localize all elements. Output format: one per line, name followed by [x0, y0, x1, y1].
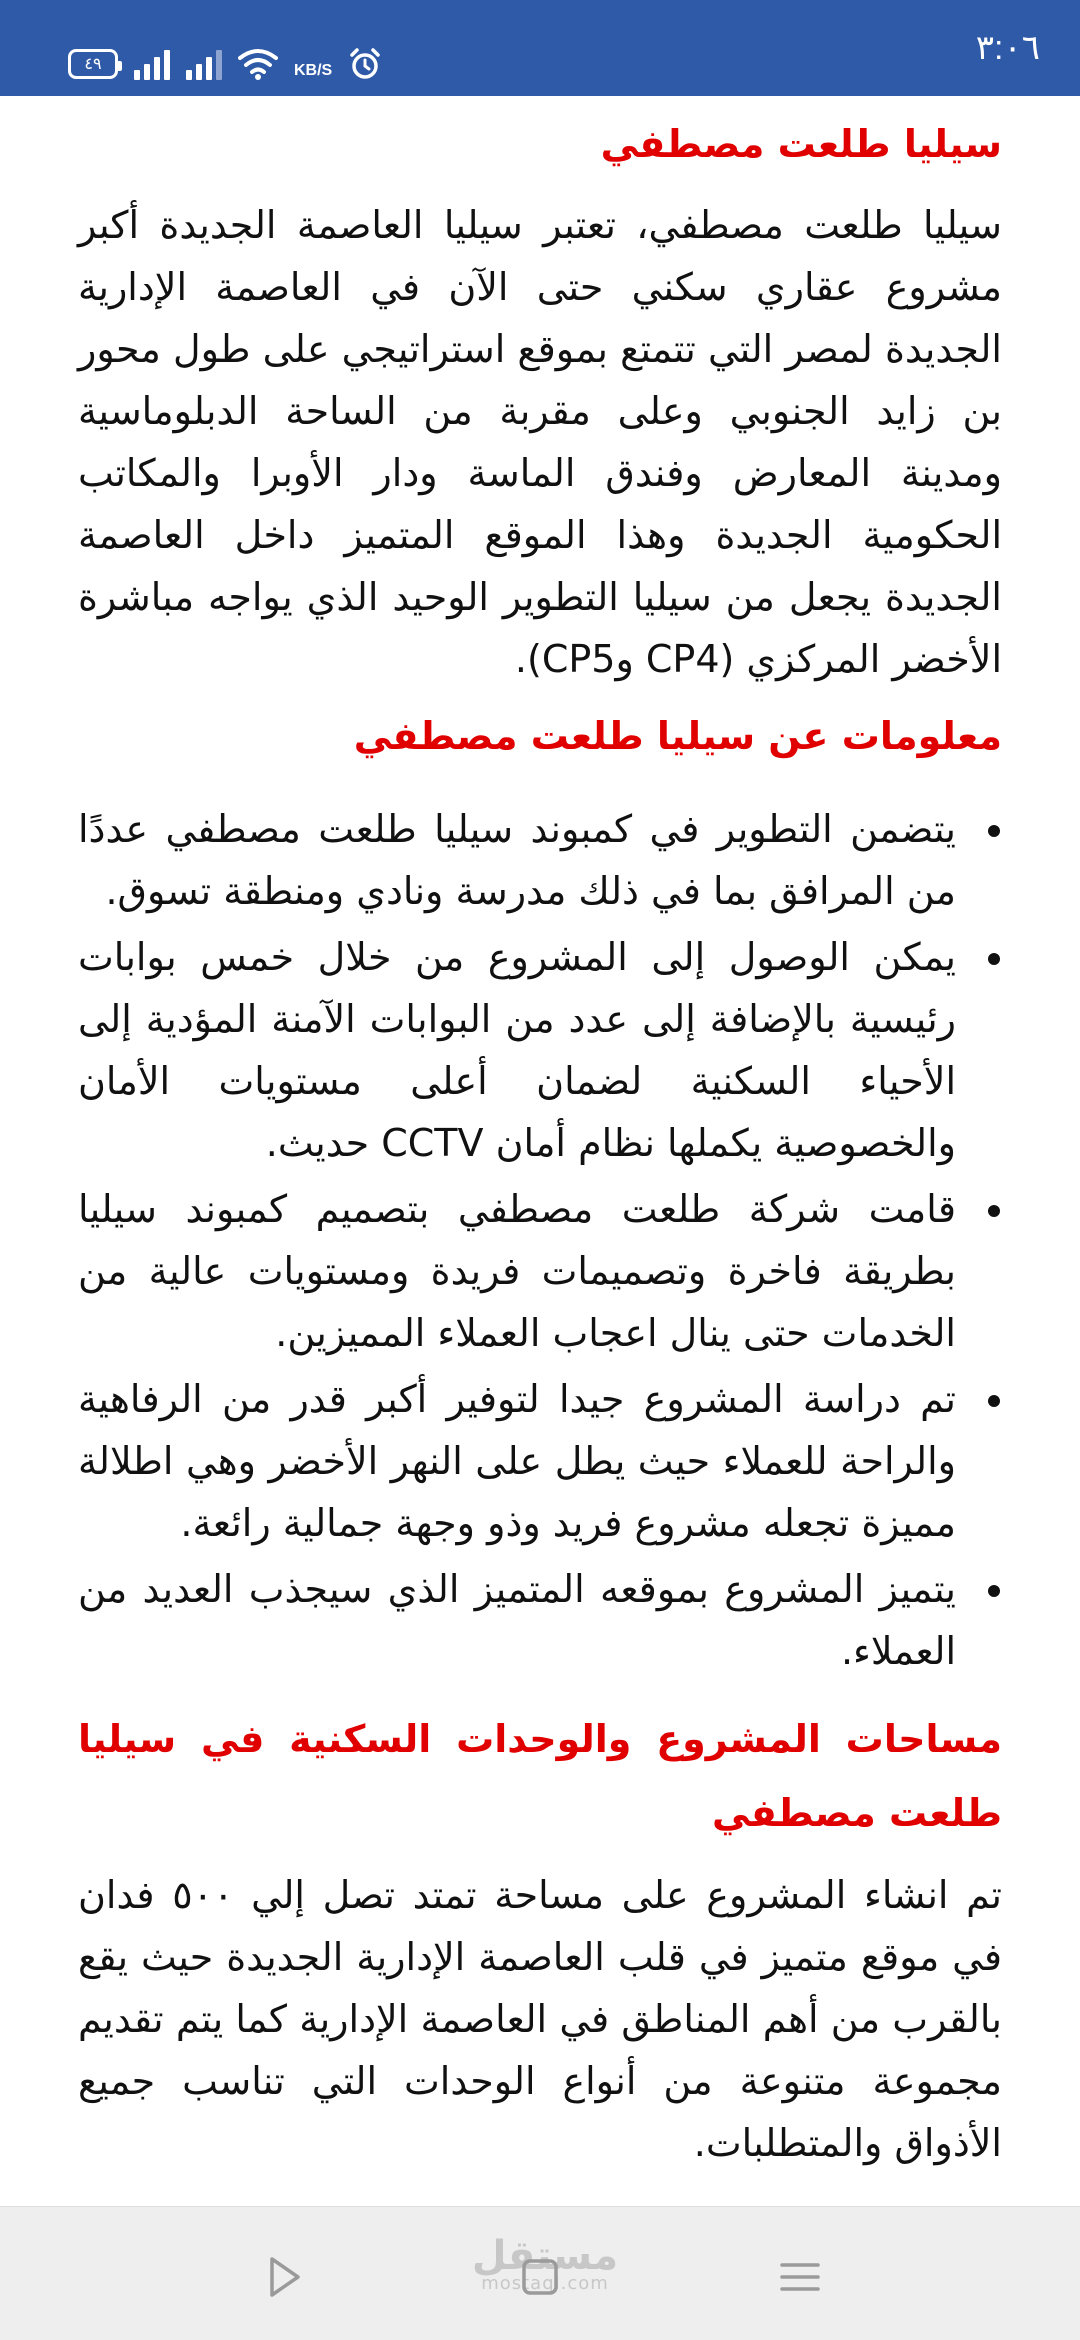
signal-icon: [186, 48, 222, 80]
info-bullet-list: [78, 798, 1002, 1682]
status-bar: [0, 0, 1080, 96]
list-item: [78, 798, 1002, 922]
bullet-icon: [988, 1395, 1000, 1407]
status-icons: [68, 44, 382, 84]
bullet-icon: [988, 1585, 1000, 1597]
menu-icon[interactable]: [770, 2247, 830, 2307]
bullet-text: يتضمن التطوير في كمبوند سيليا طلعت مصطفي عددًا من المرافق بما في ذلك مدرسة ونادي ومنطقة تسوق.: [78, 807, 956, 913]
article-title: سيليا طلعت مصطفي: [600, 122, 1002, 166]
bullet-text: يمكن الوصول إلى المشروع من خلال خمس بوابات رئيسية بالإضافة إلى عدد من البوابات الآمنة المؤدية إلى الأحياء السكنية لضمان أعلى مستويات الأمان والخصوصية يكملها نظام أمان CCTV حديث.: [78, 935, 956, 1165]
bottom-navigation-bar: [0, 2206, 1080, 2340]
signal-icon: [134, 48, 170, 80]
info-heading: معلومات عن سيليا طلعت مصطفي: [353, 714, 1002, 758]
play-back-icon[interactable]: [254, 2247, 314, 2307]
battery-icon: [68, 49, 118, 79]
bullet-text: يتميز المشروع بموقعه المتميز الذي سيجذب العديد من العملاء.: [78, 1567, 956, 1673]
status-time: ٣:٠٦: [975, 29, 1040, 67]
home-square-icon[interactable]: [510, 2247, 570, 2307]
bullet-icon: [988, 1205, 1000, 1217]
wifi-icon: [238, 48, 278, 80]
list-item: [78, 926, 1002, 1174]
watermark-english: mostaql.com: [481, 2273, 609, 2294]
document-view[interactable]: [0, 96, 1080, 2206]
bullet-text: تم دراسة المشروع جيدا لتوفير أكبر قدر من الرفاهية والراحة للعملاء حيث يطل على النهر الأخضر وهي اطلالة مميزة تجعله مشروع فريد وذو وجهة جمالية رائعة.: [78, 1377, 956, 1545]
list-item: [78, 1558, 1002, 1682]
alarm-icon: [348, 47, 382, 81]
watermark-arabic: مستقل: [471, 2233, 619, 2279]
areas-heading: مساحات المشروع والوحدات السكنية في سيليا طلعت مصطفي: [78, 1717, 1002, 1835]
bullet-icon: [988, 825, 1000, 837]
list-item: [78, 1368, 1002, 1554]
list-item: [78, 1178, 1002, 1364]
battery-level: ٤٩: [84, 56, 102, 73]
network-speed: KB/S: [294, 62, 333, 79]
bullet-text: قامت شركة طلعت مصطفي بتصميم كمبوند سيليا بطريقة فاخرة وتصميمات فريدة ومستويات عالية من الخدمات حتى ينال اعجاب العملاء المميزين.: [78, 1187, 956, 1355]
bullet-icon: [988, 953, 1000, 965]
intro-paragraph: سيليا طلعت مصطفي، تعتبر سيليا العاصمة الجديدة أكبر مشروع عقاري سكني حتى الآن في العاصمة الإدارية الجديدة لمصر التي تتمتع بموقع استراتيجي على طول محور بن زايد الجنوبي وعلى مقربة من الساحة الدبلوماسية ومدينة المعارض وفندق الماسة ودار الأوبرا والمكاتب الحكومية الجديدة وهذا الموقع المتميز داخل العاصمة الجديدة يجعل من سيليا التطوير الوحيد الذي يواجه مباشرة الأخضر المركزي (CP4 وCP5).: [78, 203, 1002, 681]
areas-paragraph: تم انشاء المشروع على مساحة تمتد تصل إلي ٥٠٠ فدان في موقع متميز في قلب العاصمة الإدارية الجديدة حيث يقع بالقرب من أهم المناطق في العاصمة الإدارية كما يتم تقديم مجموعة متنوعة من أنواع الوحدات التي تناسب جميع الأذواق والمتطلبات.: [78, 1873, 1003, 2165]
